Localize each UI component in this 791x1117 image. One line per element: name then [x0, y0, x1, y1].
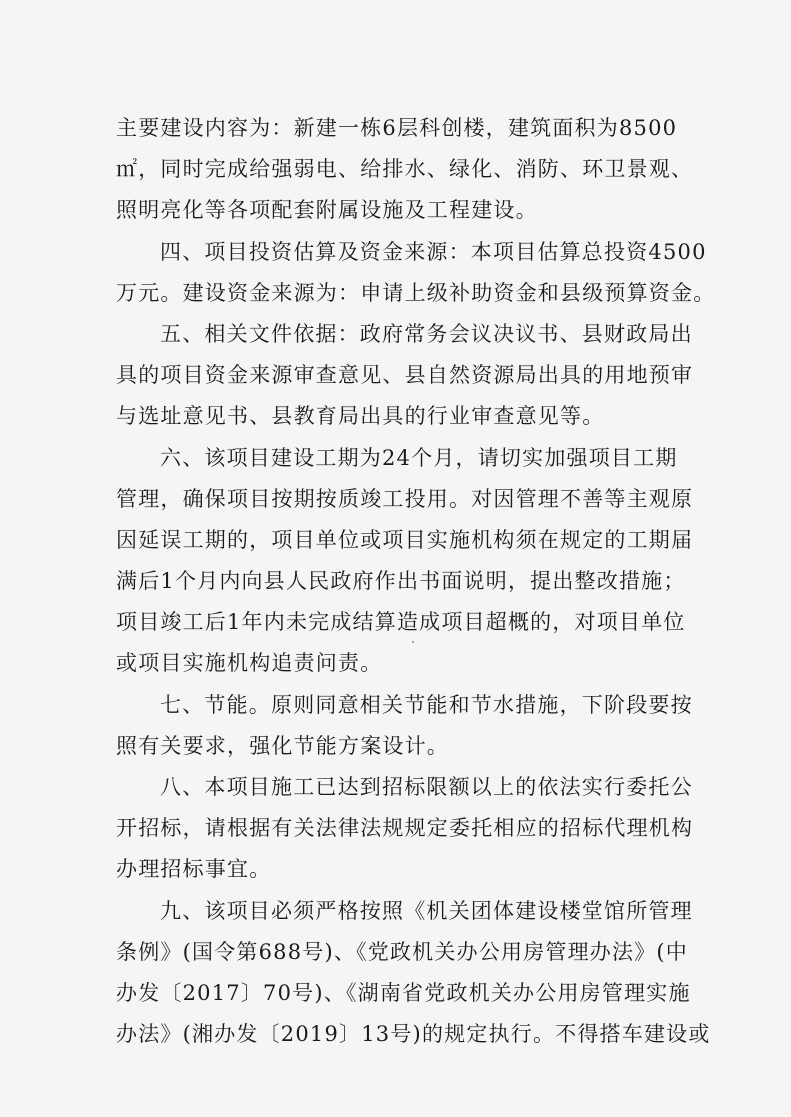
document-body: [116, 108, 716, 1055]
scan-speck: [412, 641, 414, 643]
text-line: 管理，确保项目按期按质竣工投用。对因管理不善等主观原: [116, 486, 694, 511]
text-line: 七、节能。原则同意相关节能和节水措施，下阶段要按: [160, 692, 693, 717]
text-line: 万元。建设资金来源为：申请上级补助资金和县级预算资金。: [116, 280, 716, 305]
text-line: 五、相关文件依据：政府常务会议决议书、县财政局出: [160, 321, 693, 346]
text-line: 照有关要求，强化节能方案设计。: [116, 733, 449, 758]
text-line: 与选址意见书、县教育局出具的行业审查意见等。: [116, 404, 605, 429]
text-line: 办理招标事宜。: [116, 857, 272, 882]
text-line: 具的项目资金来源审查意见、县自然资源局出具的用地预审: [116, 363, 694, 388]
text-line: 项目竣工后1年内未完成结算造成项目超概的，对项目单位: [116, 610, 686, 635]
text-line: 办法》(湘办发〔2019〕13号)的规定执行。不得搭车建设或: [116, 1022, 711, 1047]
text-line: 或项目实施机构追责问责。: [116, 651, 383, 676]
text-line: 办发〔2017〕70号)、《湖南省党政机关办公用房管理实施: [116, 980, 691, 1005]
text-line: ㎡，同时完成给强弱电、给排水、绿化、消防、环卫景观、: [116, 157, 694, 182]
text-line: 主要建设内容为：新建一栋6层科创楼，建筑面积为8500: [116, 116, 678, 140]
text-line: 开招标，请根据有关法律法规规定委托相应的招标代理机构: [116, 816, 694, 841]
text-line: 条例》(国令第688号)、《党政机关办公用房管理办法》(中: [116, 939, 688, 964]
text-line: 满后1个月内向县人民政府作出书面说明，提出整改措施；: [116, 569, 686, 594]
text-line: 八、本项目施工已达到招标限额以上的依法实行委托公: [160, 775, 693, 799]
text-line: 九、该项目必须严格按照《机关团体建设楼堂馆所管理: [160, 898, 693, 923]
text-line: 照明亮化等各项配套附属设施及工程建设。: [116, 198, 538, 223]
text-line: 因延误工期的，项目单位或项目实施机构须在规定的工期届: [116, 527, 694, 552]
text-line: 六、该项目建设工期为24个月，请切实加强项目工期: [160, 445, 678, 470]
text-line: 四、项目投资估算及资金来源：本项目估算总投资4500: [160, 239, 707, 264]
